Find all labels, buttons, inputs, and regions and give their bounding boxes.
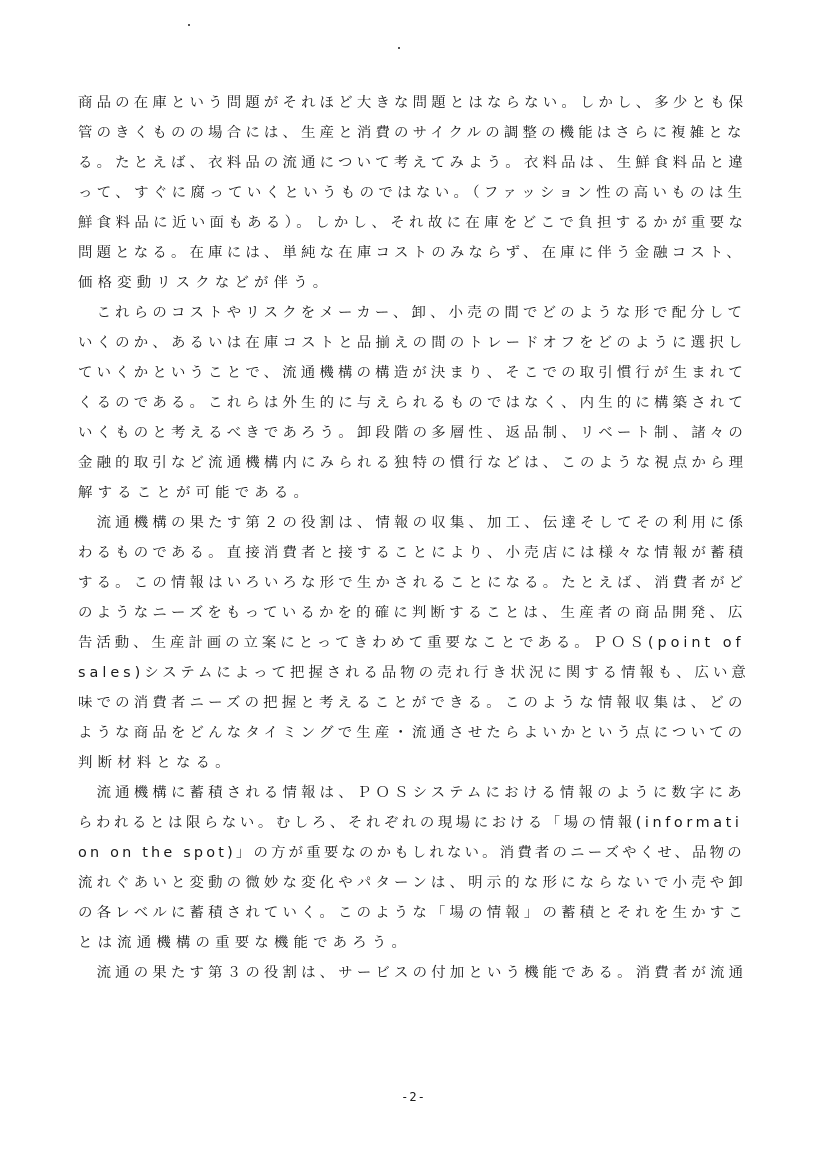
text-line: 味での消費者ニーズの把握と考えることができる。このような情報収集は、どの — [78, 695, 747, 711]
text-line: 価格変動リスクなどが伴う。 — [78, 275, 333, 291]
text-line: いくものと考えるべきであろう。卸段階の多層性、返品制、リベート制、諸々の — [78, 425, 747, 441]
text-line: とは流通機構の重要な機能であろう。 — [78, 935, 412, 951]
text-line: sales)システムによって把握される品物の売れ行き状況に関する情報も、広い意 — [78, 665, 750, 681]
scan-speck — [398, 47, 400, 49]
text-line: 流通の果たす第３の役割は、サービスの付加という機能である。消費者が流通 — [78, 965, 748, 981]
text-line: 流れぐあいと変動の微妙な変化やパターンは、明示的な形にならないで小売や卸 — [78, 875, 747, 891]
text-line: 金融的取引など流通機構内にみられる独特の慣行などは、このような視点から理 — [78, 455, 748, 471]
text-line: 商品の在庫という問題がそれほど大きな問題とはならない。しかし、多少とも保 — [78, 95, 748, 111]
text-line: 告活動、生産計画の立案にとってきわめて重要なことである。ＰＯＳ(point of — [78, 635, 745, 651]
text-line: の各レベルに蓄積されていく。このような「場の情報」の蓄積とそれを生かすこ — [78, 905, 747, 921]
text-line: いくのか、あるいは在庫コストと品揃えの間のトレードオフをどのように選択し — [78, 335, 747, 351]
text-line: ような商品をどんなタイミングで生産・流通させたらよいかという点についての — [78, 725, 747, 741]
text-line: ていくかということで、流通機構の構造が決まり、そこでの取引慣行が生まれて — [78, 365, 747, 381]
text-line: 問題となる。在庫には、単純な在庫コストのみならず、在庫に伴う金融コスト、 — [78, 245, 745, 261]
page-number: -2- — [401, 1090, 426, 1104]
text-line: わるものである。直接消費者と接することにより、小売店には様々な情報が蓄積 — [78, 545, 748, 561]
text-line: 流通機構の果たす第２の役割は、情報の収集、加工、伝達そしてその利用に係 — [78, 515, 748, 531]
text-line: 解することが可能である。 — [78, 485, 314, 501]
text-line: on on the spot)」の方が重要なのかもしれない。消費者のニーズやくせ、品物の — [78, 845, 745, 861]
text-line: のようなニーズをもっているかを的確に判断することは、生産者の商品開発、広 — [78, 605, 747, 621]
text-line: る。たとえば、衣料品の流通について考えてみよう。衣料品は、生鮮食料品と違 — [78, 155, 747, 171]
body-text — [78, 88, 750, 988]
scan-speck — [188, 24, 190, 26]
text-line: 流通機構に蓄積される情報は、ＰＯＳシステムにおける情報のように数字にあ — [78, 785, 746, 801]
text-line: らわれるとは限らない。むしろ、それぞれの現場における「場の情報(informati — [78, 815, 743, 831]
text-line: 判断材料となる。 — [78, 755, 235, 771]
text-line: くるのである。これらは外生的に与えられるものではなく、内生的に構築されて — [78, 395, 747, 411]
text-line: する。この情報はいろいろな形で生かされることになる。たとえば、消費者がど — [78, 575, 748, 591]
text-line: これらのコストやリスクをメーカー、卸、小売の間でどのような形で配分して — [78, 305, 747, 321]
text-line: 鮮食料品に近い面もある）。しかし、それ故に在庫をどこで負担するかが重要な — [78, 215, 748, 231]
text-line: って、すぐに腐っていくというものではない。（ファッション性の高いものは生 — [78, 185, 747, 201]
text-line: 管のきくものの場合には、生産と消費のサイクルの調整の機能はさらに複雑とな — [78, 125, 746, 141]
